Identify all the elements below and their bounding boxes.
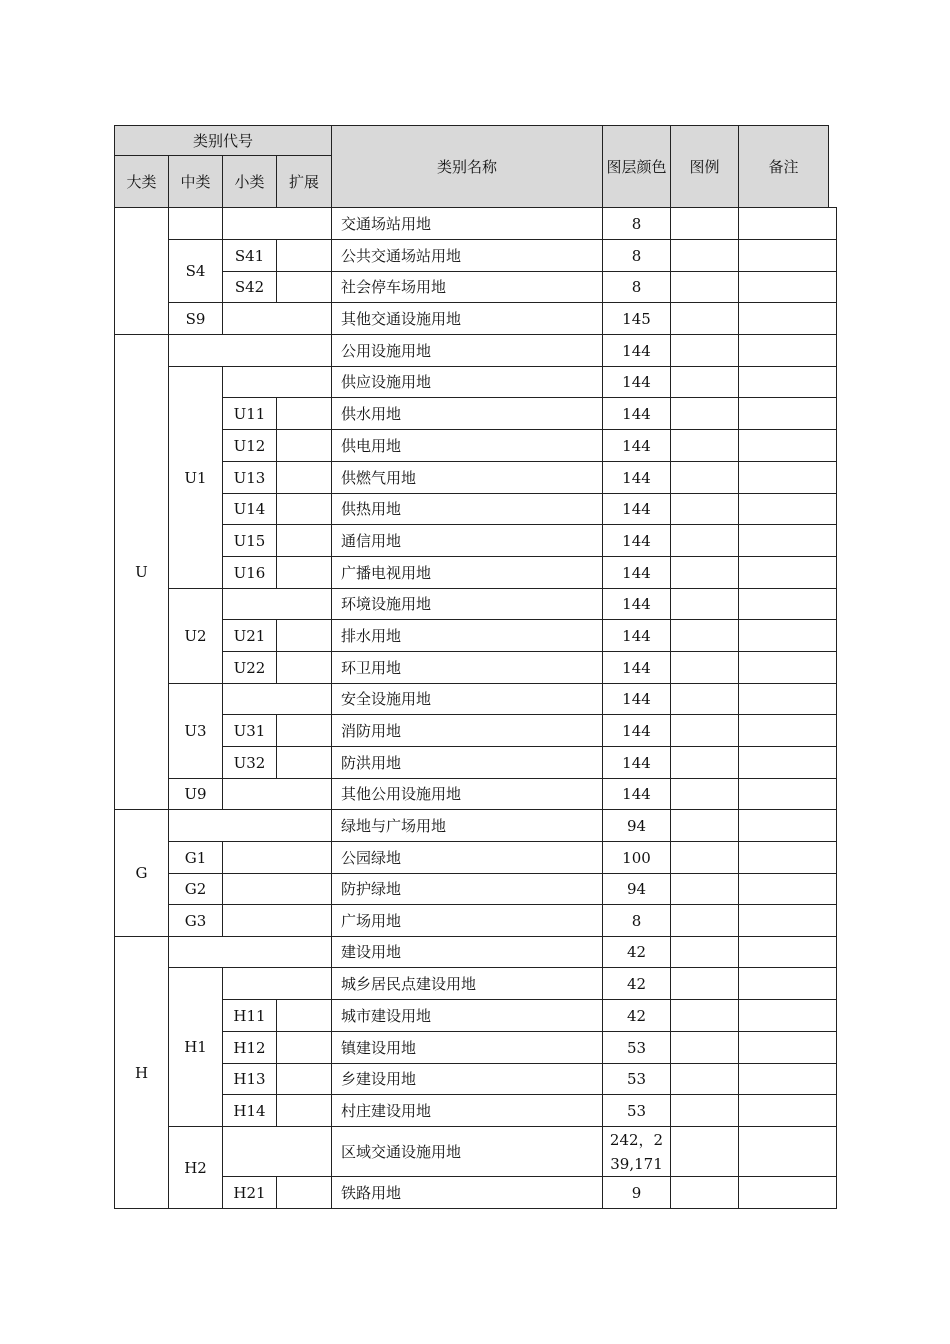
extension-cell	[276, 999, 332, 1032]
middle-class-cell	[168, 207, 223, 240]
row-legend	[670, 1094, 739, 1127]
middle-class-cell: U9	[168, 778, 223, 810]
minor-class-cell: U31	[222, 714, 277, 747]
row-layer-color: 144	[602, 397, 671, 430]
header-minor: 小类	[222, 155, 277, 208]
row-legend	[670, 429, 739, 462]
extension-cell	[276, 1031, 332, 1064]
row-layer-color: 8	[602, 239, 671, 272]
minor-class-cell: H13	[222, 1063, 277, 1095]
row-legend	[670, 588, 739, 620]
row-layer-color: 8	[602, 904, 671, 937]
row-layer-color: 144	[602, 493, 671, 525]
row-name: 区域交通设施用地	[331, 1126, 603, 1177]
minor-class-cell: U12	[222, 429, 277, 462]
extension-cell	[276, 1176, 332, 1209]
minor-span-cell	[222, 967, 332, 1000]
row-name: 排水用地	[331, 619, 603, 652]
span-cell	[168, 334, 332, 367]
minor-span-cell	[222, 302, 332, 335]
row-name: 城市建设用地	[331, 999, 603, 1032]
row-layer-color: 144	[602, 588, 671, 620]
row-legend	[670, 809, 739, 842]
row-layer-color: 100	[602, 841, 671, 874]
span-cell	[168, 809, 332, 842]
row-legend	[670, 967, 739, 1000]
row-remark	[738, 967, 837, 1000]
row-legend	[670, 461, 739, 494]
middle-class-cell: G1	[168, 841, 223, 874]
row-name: 供应设施用地	[331, 366, 603, 398]
row-remark	[738, 271, 837, 303]
extension-cell	[276, 493, 332, 525]
extension-cell	[276, 271, 332, 303]
extension-cell	[276, 1063, 332, 1095]
extension-cell	[276, 714, 332, 747]
row-layer-color: 94	[602, 873, 671, 905]
row-legend	[670, 1126, 739, 1177]
row-remark	[738, 809, 837, 842]
row-layer-color: 144	[602, 778, 671, 810]
row-remark	[738, 651, 837, 684]
row-legend	[670, 239, 739, 272]
row-legend	[670, 556, 739, 589]
header-legend: 图例	[670, 125, 739, 208]
row-legend	[670, 619, 739, 652]
row-layer-color: 144	[602, 334, 671, 367]
row-legend	[670, 207, 739, 240]
minor-span-cell	[222, 841, 332, 874]
row-layer-color: 144	[602, 556, 671, 589]
row-legend	[670, 334, 739, 367]
extension-cell	[276, 239, 332, 272]
row-legend	[670, 904, 739, 937]
row-name: 供燃气用地	[331, 461, 603, 494]
middle-class-cell: G3	[168, 904, 223, 937]
major-class-cell	[114, 207, 169, 335]
extension-cell	[276, 556, 332, 589]
row-name: 环卫用地	[331, 651, 603, 684]
middle-class-cell: H2	[168, 1126, 223, 1209]
row-name: 防护绿地	[331, 873, 603, 905]
row-layer-color: 145	[602, 302, 671, 335]
minor-class-cell: U32	[222, 746, 277, 779]
header-category-code: 类别代号	[114, 125, 332, 156]
row-legend	[670, 397, 739, 430]
row-remark	[738, 429, 837, 462]
row-name: 安全设施用地	[331, 683, 603, 715]
row-remark	[738, 873, 837, 905]
row-name: 广播电视用地	[331, 556, 603, 589]
row-legend	[670, 524, 739, 557]
row-remark	[738, 1126, 837, 1177]
row-layer-color: 242，239,171	[602, 1126, 671, 1177]
extension-cell	[276, 651, 332, 684]
minor-class-cell: U22	[222, 651, 277, 684]
row-layer-color: 9	[602, 1176, 671, 1209]
row-name: 村庄建设用地	[331, 1094, 603, 1127]
row-layer-color: 144	[602, 746, 671, 779]
minor-span-cell	[222, 873, 332, 905]
major-class-cell: U	[114, 334, 169, 810]
middle-class-cell: S4	[168, 239, 223, 303]
row-layer-color: 144	[602, 429, 671, 462]
row-name: 交通场站用地	[331, 207, 603, 240]
row-name: 社会停车场用地	[331, 271, 603, 303]
row-layer-color: 144	[602, 714, 671, 747]
row-legend	[670, 651, 739, 684]
row-legend	[670, 302, 739, 335]
row-name: 防洪用地	[331, 746, 603, 779]
row-remark	[738, 999, 837, 1032]
row-legend	[670, 746, 739, 779]
row-name: 广场用地	[331, 904, 603, 937]
row-remark	[738, 556, 837, 589]
row-legend	[670, 1176, 739, 1209]
row-legend	[670, 271, 739, 303]
minor-class-cell: S42	[222, 271, 277, 303]
row-remark	[738, 239, 837, 272]
row-legend	[670, 999, 739, 1032]
middle-class-cell: G2	[168, 873, 223, 905]
row-remark	[738, 1031, 837, 1064]
minor-span-cell	[222, 588, 332, 620]
minor-class-cell: U13	[222, 461, 277, 494]
major-class-cell: H	[114, 936, 169, 1209]
row-layer-color: 8	[602, 207, 671, 240]
extension-cell	[276, 524, 332, 557]
header-middle: 中类	[168, 155, 223, 208]
row-remark	[738, 461, 837, 494]
row-remark	[738, 493, 837, 525]
minor-class-cell: U11	[222, 397, 277, 430]
minor-span-cell	[222, 207, 332, 240]
extension-cell	[276, 1094, 332, 1127]
row-remark	[738, 334, 837, 367]
row-layer-color: 42	[602, 999, 671, 1032]
row-legend	[670, 936, 739, 968]
row-remark	[738, 714, 837, 747]
extension-cell	[276, 619, 332, 652]
extension-cell	[276, 429, 332, 462]
row-name: 供水用地	[331, 397, 603, 430]
row-name: 供电用地	[331, 429, 603, 462]
middle-class-cell: U2	[168, 588, 223, 684]
row-remark	[738, 683, 837, 715]
row-legend	[670, 493, 739, 525]
row-legend	[670, 683, 739, 715]
row-legend	[670, 1031, 739, 1064]
row-name: 其他公用设施用地	[331, 778, 603, 810]
row-remark	[738, 524, 837, 557]
row-name: 绿地与广场用地	[331, 809, 603, 842]
row-remark	[738, 207, 837, 240]
row-remark	[738, 397, 837, 430]
row-layer-color: 53	[602, 1063, 671, 1095]
major-class-cell: G	[114, 809, 169, 937]
header-remark: 备注	[738, 125, 829, 208]
minor-class-cell: U14	[222, 493, 277, 525]
row-layer-color: 8	[602, 271, 671, 303]
row-layer-color: 94	[602, 809, 671, 842]
row-remark	[738, 841, 837, 874]
row-layer-color: 144	[602, 651, 671, 684]
row-name: 铁路用地	[331, 1176, 603, 1209]
row-remark	[738, 746, 837, 779]
minor-class-cell: H12	[222, 1031, 277, 1064]
minor-span-cell	[222, 778, 332, 810]
header-name: 类别名称	[331, 125, 603, 208]
row-legend	[670, 1063, 739, 1095]
row-layer-color: 144	[602, 619, 671, 652]
row-legend	[670, 778, 739, 810]
minor-class-cell: H21	[222, 1176, 277, 1209]
row-remark	[738, 588, 837, 620]
row-remark	[738, 778, 837, 810]
row-remark	[738, 619, 837, 652]
row-name: 乡建设用地	[331, 1063, 603, 1095]
row-remark	[738, 302, 837, 335]
extension-cell	[276, 397, 332, 430]
row-name: 环境设施用地	[331, 588, 603, 620]
extension-cell	[276, 746, 332, 779]
row-name: 公用设施用地	[331, 334, 603, 367]
row-layer-color: 144	[602, 683, 671, 715]
row-name: 供热用地	[331, 493, 603, 525]
middle-class-cell: H1	[168, 967, 223, 1127]
row-name: 镇建设用地	[331, 1031, 603, 1064]
row-name: 公园绿地	[331, 841, 603, 874]
minor-span-cell	[222, 1126, 332, 1177]
row-legend	[670, 873, 739, 905]
row-name: 建设用地	[331, 936, 603, 968]
minor-class-cell: U15	[222, 524, 277, 557]
row-layer-color: 42	[602, 936, 671, 968]
minor-span-cell	[222, 904, 332, 937]
span-cell	[168, 936, 332, 968]
row-legend	[670, 366, 739, 398]
row-layer-color: 42	[602, 967, 671, 1000]
row-remark	[738, 936, 837, 968]
minor-class-cell: H11	[222, 999, 277, 1032]
middle-class-cell: U3	[168, 683, 223, 779]
extension-cell	[276, 461, 332, 494]
middle-class-cell: U1	[168, 366, 223, 589]
row-remark	[738, 1176, 837, 1209]
row-layer-color: 53	[602, 1031, 671, 1064]
row-legend	[670, 714, 739, 747]
row-layer-color: 144	[602, 461, 671, 494]
middle-class-cell: S9	[168, 302, 223, 335]
minor-span-cell	[222, 366, 332, 398]
row-name: 公共交通场站用地	[331, 239, 603, 272]
minor-class-cell: S41	[222, 239, 277, 272]
row-layer-color: 144	[602, 366, 671, 398]
row-layer-color: 144	[602, 524, 671, 557]
header-major: 大类	[114, 155, 169, 208]
row-name: 通信用地	[331, 524, 603, 557]
row-layer-color: 53	[602, 1094, 671, 1127]
row-remark	[738, 1063, 837, 1095]
row-name: 其他交通设施用地	[331, 302, 603, 335]
minor-class-cell: U21	[222, 619, 277, 652]
row-legend	[670, 841, 739, 874]
row-remark	[738, 366, 837, 398]
minor-class-cell: H14	[222, 1094, 277, 1127]
row-name: 城乡居民点建设用地	[331, 967, 603, 1000]
header-layer-color: 图层颜色	[602, 125, 671, 208]
minor-span-cell	[222, 683, 332, 715]
row-remark	[738, 904, 837, 937]
row-name: 消防用地	[331, 714, 603, 747]
minor-class-cell: U16	[222, 556, 277, 589]
header-extension: 扩展	[276, 155, 332, 208]
row-remark	[738, 1094, 837, 1127]
